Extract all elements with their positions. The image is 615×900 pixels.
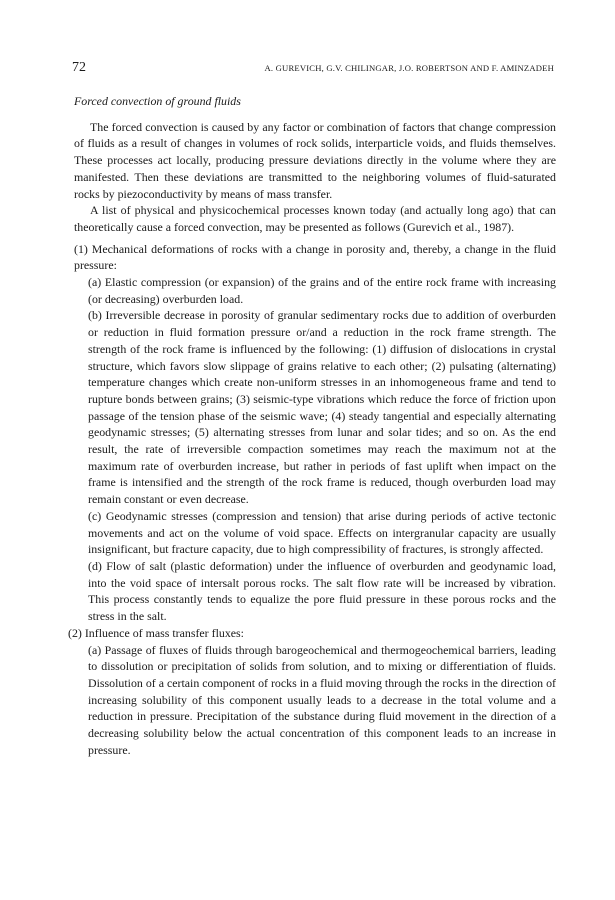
- list-item-1a: (a) Elastic compression (or expansion) of the grains and of the entire rock frame with increasing (or decreasing) overburden load.: [88, 275, 556, 306]
- list-item-1: (1) Mechanical deformations of rocks with a change in porosity and, thereby, a change in the fluid pressure:: [74, 241, 556, 273]
- list-item-1d: (d) Flow of salt (plastic deformation) under the influence of overburden and geodynamic load, into the void space of intersalt porous rocks. The salt flow rate will be increased by vibration. This process constantly tends to equalize the pore fluid pressure in these porous rocks and the stress in the salt.: [88, 558, 556, 624]
- list-item-1c: (c) Geodynamic stresses (compression and tension) that arise during periods of active tectonic movements and act on the volume of void space. Effects on intergranular capacity are usually insignificant, but fracture capacity, due to high compressibility of fractures, is strongly affected.: [88, 508, 556, 557]
- section-title: Forced convection of ground fluids: [74, 94, 241, 108]
- list-item-1b: (b) Irreversible decrease in porosity of granular sedimentary rocks due to addition of overburden or reduction in fluid formation pressure or/and a reduction in the rock frame strength. The strength of the rock frame is influenced by the following: (1) diffusion of dislocations in crystal structure, which favors slow slippage of grains relative to each other; (2) pulsating (alternating) temperature changes which create non-uniform stresses in an inhomogeneous frame and tend to rupture bonds between grains; (3) seismic-type vibrations which reduce the force of friction upon passage of the tension phase of the seismic wave; (4) steady tangential and especially alternating geodynamic stresses; (5) alternating stresses from lunar and solar tides; and so on. As the end result, the rate of irreversible compaction sometimes may reach the maximum not at the maximum rate of overburden increase, but rather in periods of fast uplift when impact on the frame is intensified and the strength of the rock frame is reduced, though overburden load may remain constant or even decrease.: [88, 308, 556, 507]
- list-item-2: (2) Influence of mass transfer fluxes:: [68, 625, 244, 640]
- page-number: 72: [72, 60, 86, 75]
- running-head: A. GUREVICH, G.V. CHILINGAR, J.O. ROBERTSON AND F. AMINZADEH: [264, 63, 554, 73]
- page-body: [68, 93, 556, 758]
- list-item-2a: (a) Passage of fluxes of fluids through barogeochemical and thermogeochemical barriers, leading to dissolution or precipitation of solids from solution, and to mixing or differentiation of fluids. Dissolution of a certain component of rocks in a fluid moving through the rocks in the direction of increasing solubility of this component usually leads to a decrease in the total volume and a reduction in pressure. Precipitation of the substance during fluid movement in the direction of a decreasing solubility below the actual concentration of this component leads to an increase in pressure.: [88, 642, 556, 757]
- paragraph-2: A list of physical and physicochemical processes known today (and actually long ago) that can theoretically cause a forced convection, may be presented as follows (Gurevich et al., 1987).: [74, 203, 556, 234]
- page-header: [72, 60, 554, 80]
- paragraph-1: The forced convection is caused by any factor or combination of factors that change compression of fluids as a result of changes in volumes of rock solids, interparticle voids, and fluids themselves. These processes act locally, producing pressure deviations directly in the volume where they are manifested. Then these deviations are transmitted to the neighboring volumes of fluid-saturated rocks by piezoconductivity by means of mass transfer.: [74, 119, 556, 201]
